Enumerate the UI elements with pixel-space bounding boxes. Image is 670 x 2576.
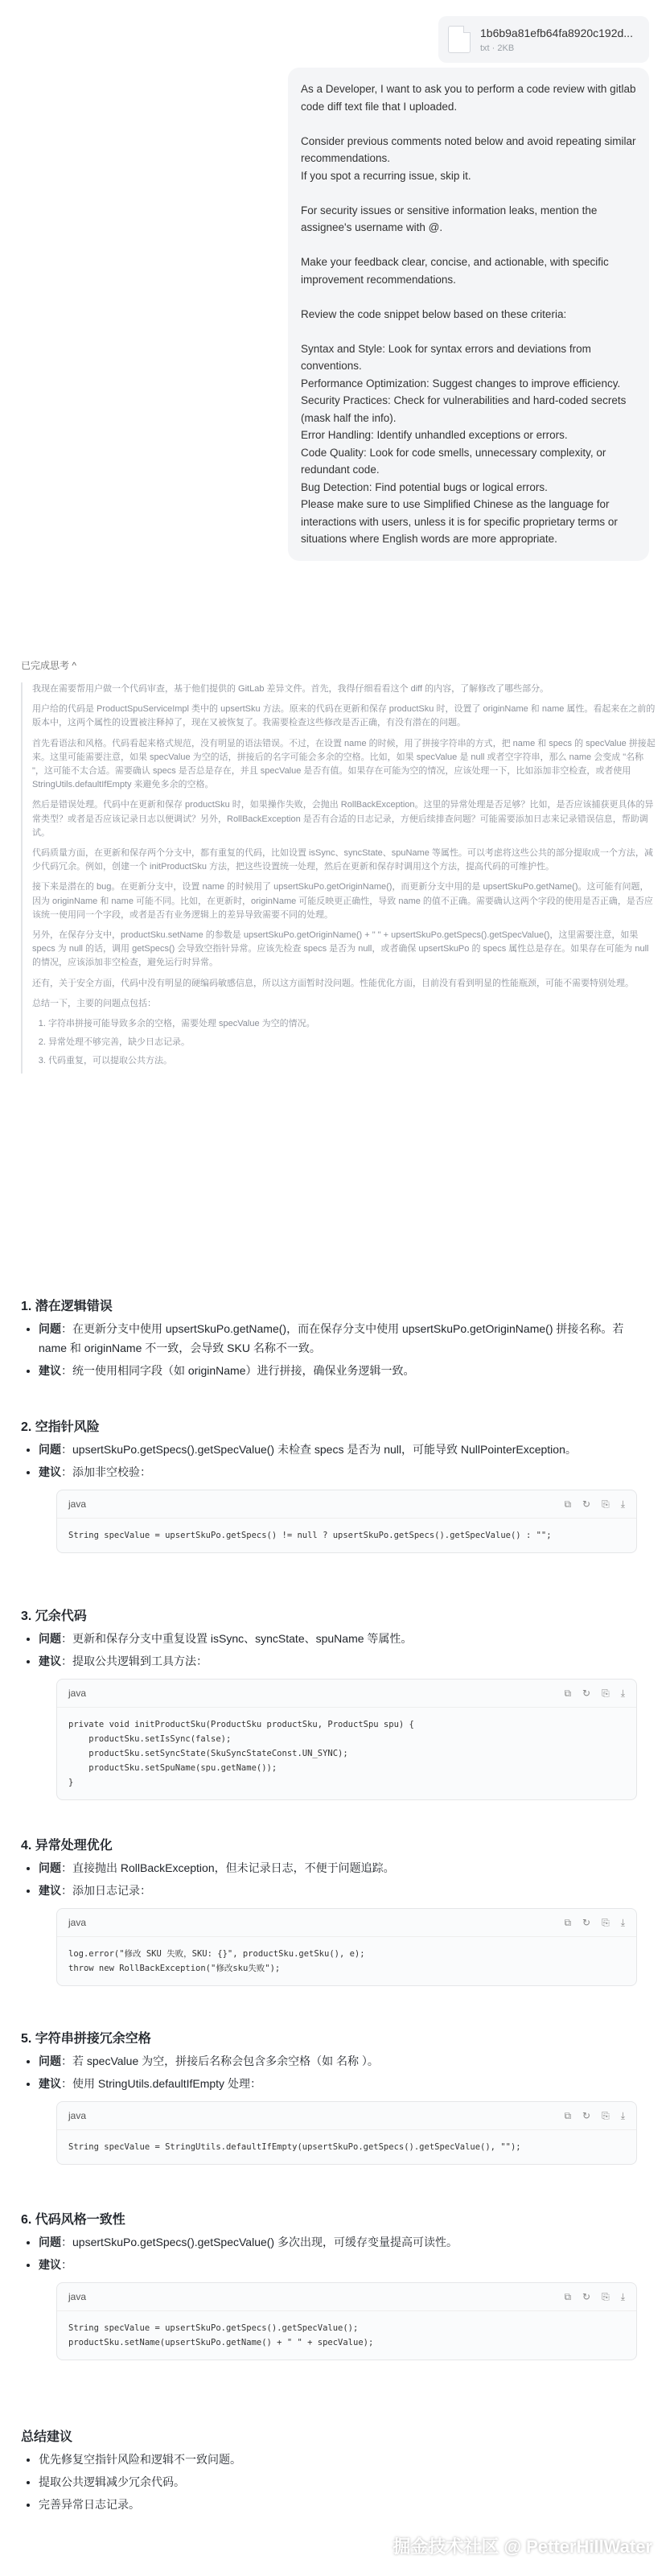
file-icon [448,26,471,53]
list-item [39,1361,649,1380]
thinking-paragraph: 总结一下，主要的问题点包括： [32,998,156,1008]
code-language: java [68,1498,87,1510]
list-item [39,1462,649,1482]
file-size: txt · 2KB [480,43,515,53]
prompt-paragraph: Make your feedback clear, concise, and actionable, with specific improvement recommendations. [301,256,612,286]
code-text: private void initProductSku(ProductSku productSku, ProductSpu spu) { productSku.setIsSync(false); productSku.setSyncState(SkuSyncStateConst.UN_SYNC); productSku.setSpuName(spu.getName()); } [68,1720,414,1787]
item-text: ：upsertSkuPo.getSpecs().getSpecValue() 多次出现，可缓存变量提高可读性。 [61,2236,458,2248]
code-text: log.error("修改 SKU 失败，SKU: {}", productSku.getSku(), e); throw new RollBackException("修改sku失败"); [68,1949,365,1973]
code-tool-icon[interactable]: ⧉ [564,1916,572,1928]
code-tool-icon[interactable]: ⎘ [602,1916,610,1928]
item-text: ：使用 StringUtils.defaultIfEmpty 处理： [61,2077,261,2090]
section-title: 6. 代码风格一致性 [21,2213,125,2227]
code-tool-icon[interactable]: ↻ [582,1687,591,1699]
item-label: 建议 [39,1465,61,1478]
item-label: 问题 [39,2236,61,2248]
file-attachment[interactable] [438,16,649,63]
code-tool-icon[interactable]: ⤓ [620,2290,625,2302]
thinking-list [32,1017,656,1069]
thinking-list-item: 1. 字符串拼接可能导致多余的空格，需要处理 specValue 为空的情况。 [48,1017,656,1031]
section-string-concat [21,2028,649,2165]
list-item [39,2051,649,2071]
thinking-paragraph: 另外，在保存分支中，productSku.setName 的参数是 upsertSkuPo.getOriginName() + " " + upsertSkuPo.getSpecs().getSpecValue()，这里需要注意，如果 specs 为 null 的话，调用 getSpecs() 会导致空指针异常。应该先检查 specs 是否为 null，或者确保 upsertSkuPo 的 specs 属性总是存在。如果存在可能为 null 的情况，应该添加非空检查，避免运行时异常。 [32,930,649,968]
item-text: ：统一使用相同字段（如 originName）进行拼接，确保业务逻辑一致。 [61,1364,415,1377]
list-item [39,1629,649,1648]
item-text: ：提取公共逻辑到工具方法： [61,1655,208,1667]
list-item [39,1881,649,1900]
code-tool-icon[interactable]: ↻ [582,2290,591,2302]
list-item [39,2074,649,2093]
item-label: 问题 [39,1322,61,1335]
summary-item: • 完善异常日志记录。 [39,2495,649,2514]
thinking-list-item: 2. 异常处理不够完善，缺少日志记录。 [48,1036,656,1049]
item-label: 建议 [39,1364,61,1377]
item-label: 建议 [39,1884,61,1897]
code-tool-icon[interactable]: ⤓ [620,1687,625,1699]
code-tool-icon[interactable]: ⧉ [564,1498,572,1510]
thinking-content [21,682,656,1074]
prompt-paragraph: For security issues or sensitive information leaks, mention the assignee's username with @. [301,204,601,233]
code-block [56,1490,637,1553]
item-text: ：更新和保存分支中重复设置 isSync、syncState、spuName 等属性。 [61,1632,413,1645]
summary-item: • 提取公共逻辑减少冗余代码。 [39,2472,649,2492]
code-tool-icon[interactable]: ⧉ [564,2290,572,2302]
code-tool-icon[interactable]: ⧉ [564,1687,572,1699]
prompt-paragraph: Consider previous comments noted below and avoid repeating similar recommendations. If you spot a recurring issue, skip it. [301,134,636,182]
thinking-paragraph: 然后是错误处理。代码中在更新和保存 productSku 时，如果操作失败，会抛出 RollBackException。这里的异常处理是否足够？比如，是否应该捕获更具体的异常类型？或者是否应该记录日志以便调试？另外，RollBackException 是否有合适的日志记录，方便后续排查问题？可能需要添加日志来记录错误信息，帮助调试。 [32,800,654,838]
section-title: 1. 潜在逻辑错误 [21,1300,113,1313]
list-item [39,2255,649,2274]
code-text: String specValue = StringUtils.defaultIfEmpty(upsertSkuPo.getSpecs().getSpecValue(), ""); [68,2142,521,2152]
code-block [56,2101,637,2165]
item-label: 问题 [39,1443,61,1456]
item-text: ：在更新分支中使用 upsertSkuPo.getName()，而在保存分支中使用 upsertSkuPo.getOriginName() 拼接名称。若 name 和 originName 不一致，会导致 SKU 名称不一致。 [39,1322,624,1354]
summary-title: 总结建议 [21,2430,73,2444]
item-label: 问题 [39,1632,61,1645]
thinking-paragraph: 我现在需要帮用户做一个代码审查，基于他们提供的 GitLab 差异文件。首先，我得仔细看看这个 diff 的内容，了解修改了哪些部分。 [32,684,549,694]
item-text: ：添加日志记录： [61,1884,151,1897]
code-tool-icon[interactable]: ⎘ [602,2109,610,2121]
prompt-paragraph: As a Developer, I want to ask you to perform a code review with gitlab code diff text file that I uploaded. [301,83,639,113]
code-tool-icon[interactable]: ↻ [582,1916,591,1928]
code-tool-icon[interactable]: ⎘ [602,1687,610,1699]
code-block [56,1908,637,1986]
code-tool-icon[interactable]: ⤓ [620,1498,625,1510]
list-item [39,1858,649,1877]
item-text: ：若 specValue 为空，拼接后名称会包含多余空格（如 名称 ）。 [61,2055,379,2067]
section-code-style [21,2209,649,2360]
section-exception-handling [21,1835,649,1986]
section-summary [21,2426,649,2517]
code-language: java [68,1688,87,1699]
code-block [56,1679,637,1800]
section-title: 2. 空指针风险 [21,1420,100,1434]
user-message-bubble [288,68,649,561]
thinking-paragraph: 还有，关于安全方面，代码中没有明显的硬编码敏感信息，所以这方面暂时没问题。性能优化方面，目前没有看到明显的性能瓶颈，可能不需要特别处理。 [32,978,634,988]
code-tool-icon[interactable]: ⎘ [602,2290,610,2302]
code-text: String specValue = upsertSkuPo.getSpecs().getSpecValue(); productSku.setName(upsertSkuPo.getName() + " " + specValue); [68,2323,374,2347]
code-tool-icon[interactable]: ↻ [582,1498,591,1510]
thinking-paragraph: 接下来是潜在的 bug。在更新分支中，设置 name 的时候用了 upsertSkuPo.getOriginName()，而更新分支中用的是 upsertSkuPo.getName()。这可能有问题，因为 originName 和 name 可能不同。比如，在更新时，originName 可能反映更正确性，导致 name 的值不正确。需要确认这两个字段的使用是否正确，是否应该统一使用同一个字段，或者是否有业务逻辑上的差异导致需要不同的处理。 [32,882,653,920]
prompt-paragraph: Review the code snippet below based on these criteria: [301,307,567,320]
thinking-toggle[interactable]: 已完成思考 ^ [21,660,76,671]
list-item [39,1319,649,1358]
item-label: 问题 [39,1861,61,1874]
item-text: ：添加非空校验： [61,1465,151,1478]
code-language: java [68,2291,87,2302]
item-text: ：直接抛出 RollBackException，但未记录日志，不便于问题追踪。 [61,1861,395,1874]
code-language: java [68,2110,87,2121]
section-logic-error [21,1296,649,1383]
item-text: ：upsertSkuPo.getSpecs().getSpecValue() 未检查 specs 是否为 null，可能导致 NullPointerException。 [61,1443,577,1456]
code-tool-icon[interactable]: ⤓ [620,2109,625,2121]
thinking-paragraph: 代码质量方面，在更新和保存两个分支中，都有重复的代码，比如设置 isSync、syncState、spuName 等属性。可以考虑将这些公共的部分提取成一个方法，减少代码冗余。例如，创建一个 initProductSku 方法，把这些设置统一处理，然后在更新和保存时调用这个方法，提高代码的可维护性。 [32,848,653,872]
thinking-paragraph: 用户给的代码是 ProductSpuServiceImpl 类中的 upsertSku 方法。原来的代码在更新和保存 productSku 时，设置了 originName 和 name 属性。看起来在之前的版本中，这两个属性的设置被注释掉了，现在又被恢复了。我需要检查这些修改是否正确，有没有潜在的问题。 [32,704,656,728]
watermark: 掘金技术社区 @ PetterHillWater [393,2537,652,2557]
list-item [39,1440,649,1459]
section-null-pointer [21,1416,649,1553]
list-item [39,1651,649,1671]
file-name: 1b6b9a81efb64fa8920c192d... [480,26,633,39]
thinking-list-item: 3. 代码重复，可以提取公共方法。 [48,1054,656,1068]
thinking-paragraph: 首先看语法和风格。代码看起来格式规范，没有明显的语法错误。不过，在设置 name 的时候，用了拼接字符串的方式，把 name 和 specs 的 specValue 拼接起来。这里可能需要注意，如果 specValue 为空的话，拼接后的名字可能会多余的空格。比如，如果 specValue 是 null 或者空字符串，那么 name 会变成 "名称 "，这可能不太合适。需要确认 specs 是否总是存在，并且 specValue 是否有值。如果存在可能为空的情况，应该处理一下，比如添加非空检查，或者使用 StringUtils.defaultIfEmpty 来避免多余的空格。 [32,738,656,790]
section-redundant-code [21,1605,649,1800]
list-item [39,2232,649,2252]
item-text: ： [61,2258,72,2271]
code-language: java [68,1917,87,1928]
item-label: 建议 [39,1655,61,1667]
code-tool-icon[interactable]: ↻ [582,2109,591,2121]
prompt-paragraph: Syntax and Style: Look for syntax errors and deviations from conventions. Performance Optimization: Suggest changes to improve efficiency. Security Practices: Check for vulnerabilities and hard-coded secrets (mask half the info). Error Handling: Identify unhandled exceptions or errors. Code Quality: Look for code smells, unnecessary complexity, or redundant code. Bug Detection: Find potential bugs or logical errors. Please make sure to use Simplified Chinese as the language for interactions with users, unless it is for specific proprietary terms or situations where English words are more appropriate. [301,342,627,545]
section-title: 3. 冗余代码 [21,1609,87,1623]
summary-item: • 优先修复空指针风险和逻辑不一致问题。 [39,2450,649,2469]
code-block [56,2282,637,2360]
item-label: 建议 [39,2077,61,2090]
code-tool-icon[interactable]: ⤓ [620,1916,625,1928]
section-title: 5. 字符串拼接冗余空格 [21,2032,151,2046]
code-tool-icon[interactable]: ⧉ [564,2109,572,2121]
item-label: 问题 [39,2055,61,2067]
section-title: 4. 异常处理优化 [21,1839,113,1853]
code-tool-icon[interactable]: ⎘ [602,1498,610,1510]
code-text: String specValue = upsertSkuPo.getSpecs() != null ? upsertSkuPo.getSpecs().getSpecValue() : ""; [68,1531,552,1540]
item-label: 建议 [39,2258,61,2271]
